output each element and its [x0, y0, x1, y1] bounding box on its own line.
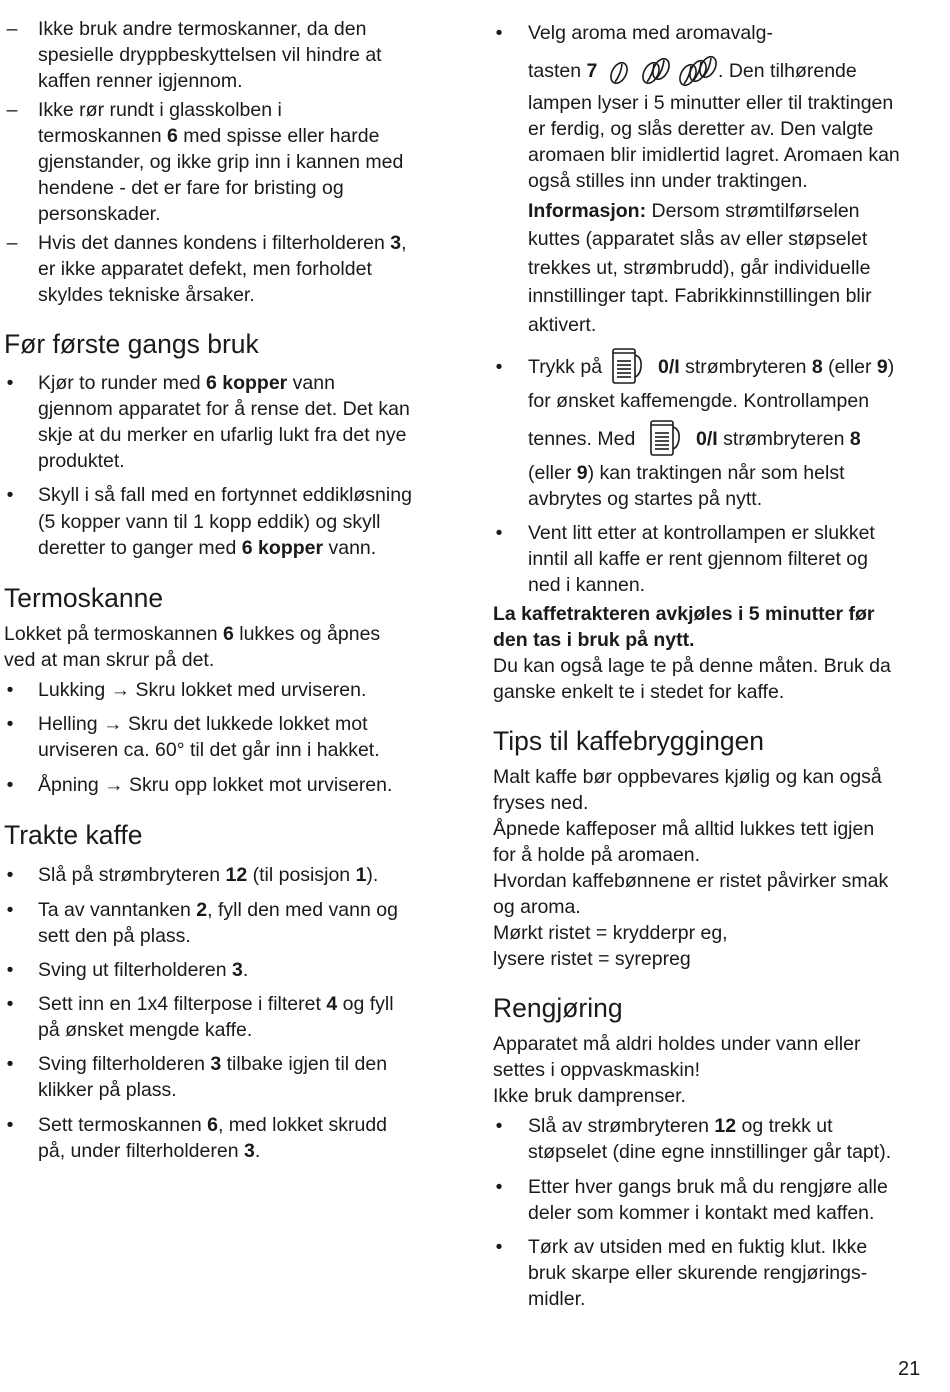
list-item-line: aromaen blir imidlertid lagret. Aromaen kan: [528, 144, 900, 166]
list-item-line: (5 kopper vann til 1 kopp eddik) og skyll: [38, 511, 381, 533]
dash-item-line: personskader.: [38, 203, 161, 225]
dash-item-line: Ikke bruk andre termoskanner, da den: [38, 18, 367, 40]
list-item-line: [696, 426, 861, 453]
dash-icon: –: [6, 232, 18, 254]
switch-label: 0/I: [696, 428, 718, 450]
paragraph-line: Mørkt ristet = krydderpr eg,: [493, 922, 728, 944]
list-item-line: tennes. Med: [528, 428, 636, 450]
list-item-line: lampen lyser i 5 minutter eller til traktingen: [528, 92, 894, 114]
page-number: 21: [898, 1358, 921, 1380]
list-item-line: avbrytes og startes på nytt.: [528, 488, 763, 510]
heading-thermos: Termoskanne: [4, 583, 164, 613]
heading-cleaning: Rengjøring: [493, 993, 623, 1023]
list-item-line: Vent litt etter at kontrollampen er slukket: [528, 522, 875, 544]
dash-item-line: er ikke apparatet defekt, men forholdet: [38, 258, 372, 280]
dash-item-line: hendene - det er fare for bristing og: [38, 177, 344, 199]
list-item-line: Etter hver gangs bruk må du rengjøre alle: [528, 1176, 888, 1198]
paragraph-line: Hvordan kaffebønnene er ristet påvirker smak: [493, 870, 889, 892]
paragraph-line: ved at man skrur på det.: [4, 649, 215, 671]
list-item-line: Velg aroma med aromavalg-: [528, 22, 773, 44]
list-item-line: . Den tilhørende: [718, 60, 857, 82]
list-item-line: på, under filterholderen 3.: [38, 1140, 261, 1162]
list-item-line: skje at du merker en ufarlig lukt fra det nye: [38, 424, 407, 446]
paragraph-line: Apparatet må aldri holdes under vann eller: [493, 1033, 861, 1055]
list-item-line: midler.: [528, 1288, 586, 1310]
list-item-line: Sett inn en 1x4 filterpose i filteret 4 og fyll: [38, 993, 394, 1015]
inline-number: 8: [849, 428, 861, 450]
dash-item-line: spesielle dryppbeskyttelsen vil hindre at: [38, 44, 382, 66]
list-item-line: Åpning → Skru opp lokket mot urviseren.: [38, 774, 393, 796]
list-item-line: Helling → Skru det lukkede lokket mot: [38, 713, 368, 735]
list-item-line: Ta av vanntanken 2, fyll den med vann og: [38, 899, 398, 921]
info-label: Informasjon:: [528, 200, 647, 222]
list-item-line: Tørk av utsiden med en fuktig klut. Ikke: [528, 1236, 868, 1258]
paragraph-line: fryses ned.: [493, 792, 589, 814]
list-item-line: støpselet (dine egne innstillinger går tapt).: [528, 1141, 892, 1163]
list-item-line: er ferdig, og slås deretter av. Den valgte: [528, 118, 874, 140]
info-text: Dersom strømtilførselen: [646, 200, 860, 222]
bullet-icon: •: [6, 372, 14, 394]
bullet-icon: •: [495, 22, 503, 44]
dash-icon: –: [6, 99, 18, 121]
bullet-icon: •: [495, 1115, 503, 1137]
inline-number: 8: [811, 356, 823, 378]
list-item-line: (eller 9) kan traktingen når som helst: [528, 462, 845, 484]
list-item-line: deler som kommer i kontakt med kaffen.: [528, 1202, 875, 1224]
list-item-line: urviseren ca. 60° til det går inn i hakket.: [38, 739, 380, 761]
cooling-warning: den tas i bruk på nytt.: [493, 629, 695, 651]
heading-brew: Trakte kaffe: [4, 820, 143, 850]
inline-text: ): [887, 356, 895, 378]
dash-item-line: Hvis det dannes kondens i filterholderen 3,: [38, 232, 407, 254]
bullet-icon: •: [6, 899, 14, 921]
info-note-line: [528, 198, 860, 225]
list-item-line: Sett termoskannen 6, med lokket skrudd: [38, 1114, 388, 1136]
list-item-line: produktet.: [38, 450, 125, 472]
bullet-icon: •: [495, 1236, 503, 1258]
info-note-line: trekkes ut, strømbrudd), går individuelle: [528, 257, 871, 279]
bullet-icon: •: [6, 679, 14, 701]
list-item-line: på ønsket mengde kaffe.: [38, 1019, 253, 1041]
list-item-line: Skyll i så fall med en fortynnet eddikløsning: [38, 484, 412, 506]
paragraph-line: Ikke bruk damprenser.: [493, 1085, 686, 1107]
list-item-line: også stilles inn under traktingen.: [528, 170, 808, 192]
switch-label: 0/I: [658, 356, 680, 378]
list-item-line: gjennom apparatet for å rense det. Det kan: [38, 398, 410, 420]
info-note-line: aktivert.: [528, 314, 597, 336]
bullet-icon: •: [495, 522, 503, 544]
bullet-icon: •: [6, 1053, 14, 1075]
dash-icon: –: [6, 18, 18, 40]
thermos-icon: [648, 415, 682, 459]
paragraph-line: Du kan også lage te på denne måten. Bruk da: [493, 655, 891, 677]
bullet-icon: •: [6, 993, 14, 1015]
heading-tips: Tips til kaffebryggingen: [493, 726, 765, 756]
cooling-warning: La kaffetrakteren avkjøles i 5 minutter før: [493, 603, 875, 625]
heading-before-first-use: Før første gangs bruk: [4, 329, 259, 359]
paragraph-line: for å holde på aromaen.: [493, 844, 701, 866]
bullet-icon: •: [6, 1114, 14, 1136]
list-item-line: inntil all kaffe er rent gjennom filteret og: [528, 548, 868, 570]
dash-item-line: kaffen renner igjennom.: [38, 70, 243, 92]
bean-icon: [606, 54, 718, 88]
paragraph-line: settes i oppvaskmaskin!: [493, 1059, 701, 1081]
paragraph-line: og aroma.: [493, 896, 581, 918]
dash-item-line: gjenstander, og ikke grip inn i kannen med: [38, 151, 404, 173]
list-item-line: Kjør to runder med 6 kopper vann: [38, 372, 335, 394]
bullet-icon: •: [6, 713, 14, 735]
list-item-line: klikker på plass.: [38, 1079, 177, 1101]
info-note-line: innstillinger tapt. Fabrikkinnstillingen blir: [528, 285, 872, 307]
list-item-line: [658, 354, 894, 381]
list-item-line: Slå på strømbryteren 12 (til posisjon 1).: [38, 864, 379, 886]
paragraph-line: Malt kaffe bør oppbevares kjølig og kan også: [493, 766, 882, 788]
bullet-icon: •: [6, 774, 14, 796]
inline-number: 9: [876, 356, 888, 378]
list-item-line: Sving ut filterholderen 3.: [38, 959, 249, 981]
dash-item-line: Ikke rør rundt i glasskolben i: [38, 99, 282, 121]
bullet-icon: •: [6, 959, 14, 981]
list-item-line: tasten 7: [528, 60, 598, 82]
paragraph-line: Åpnede kaffeposer må alltid lukkes tett igjen: [493, 818, 875, 840]
inline-text: strømbryteren: [679, 356, 812, 378]
list-item-line: Trykk på: [528, 356, 603, 378]
bullet-icon: •: [6, 864, 14, 886]
list-item-line: Slå av strømbryteren 12 og trekk ut: [528, 1115, 833, 1137]
paragraph-line: Lokket på termoskannen 6 lukkes og åpnes: [4, 623, 381, 645]
inline-text: (eller: [822, 356, 877, 378]
list-item-line: Sving filterholderen 3 tilbake igjen til den: [38, 1053, 388, 1075]
list-item-line: Lukking → Skru lokket med urviseren.: [38, 679, 367, 701]
bullet-icon: •: [6, 484, 14, 506]
paragraph-line: lysere ristet = syrepreg: [493, 948, 691, 970]
list-item-line: for ønsket kaffemengde. Kontrollampen: [528, 390, 870, 412]
thermos-icon: [610, 343, 644, 387]
bullet-icon: •: [495, 356, 503, 378]
info-note-line: kuttes (apparatet slås av eller støpselet: [528, 228, 868, 250]
paragraph-line: ganske enkelt te i stedet for kaffe.: [493, 681, 785, 703]
list-item-line: ned i kannen.: [528, 574, 646, 596]
list-item-line: bruk skarpe eller skurende rengjørings-: [528, 1262, 868, 1284]
dash-item-line: skyldes tekniske årsaker.: [38, 284, 255, 306]
bullet-icon: •: [495, 1176, 503, 1198]
dash-item-line: termoskannen 6 med spisse eller harde: [38, 125, 380, 147]
inline-text: strømbryteren: [717, 428, 850, 450]
list-item-line: sett den på plass.: [38, 925, 191, 947]
list-item-line: deretter to ganger med 6 kopper vann.: [38, 537, 377, 559]
